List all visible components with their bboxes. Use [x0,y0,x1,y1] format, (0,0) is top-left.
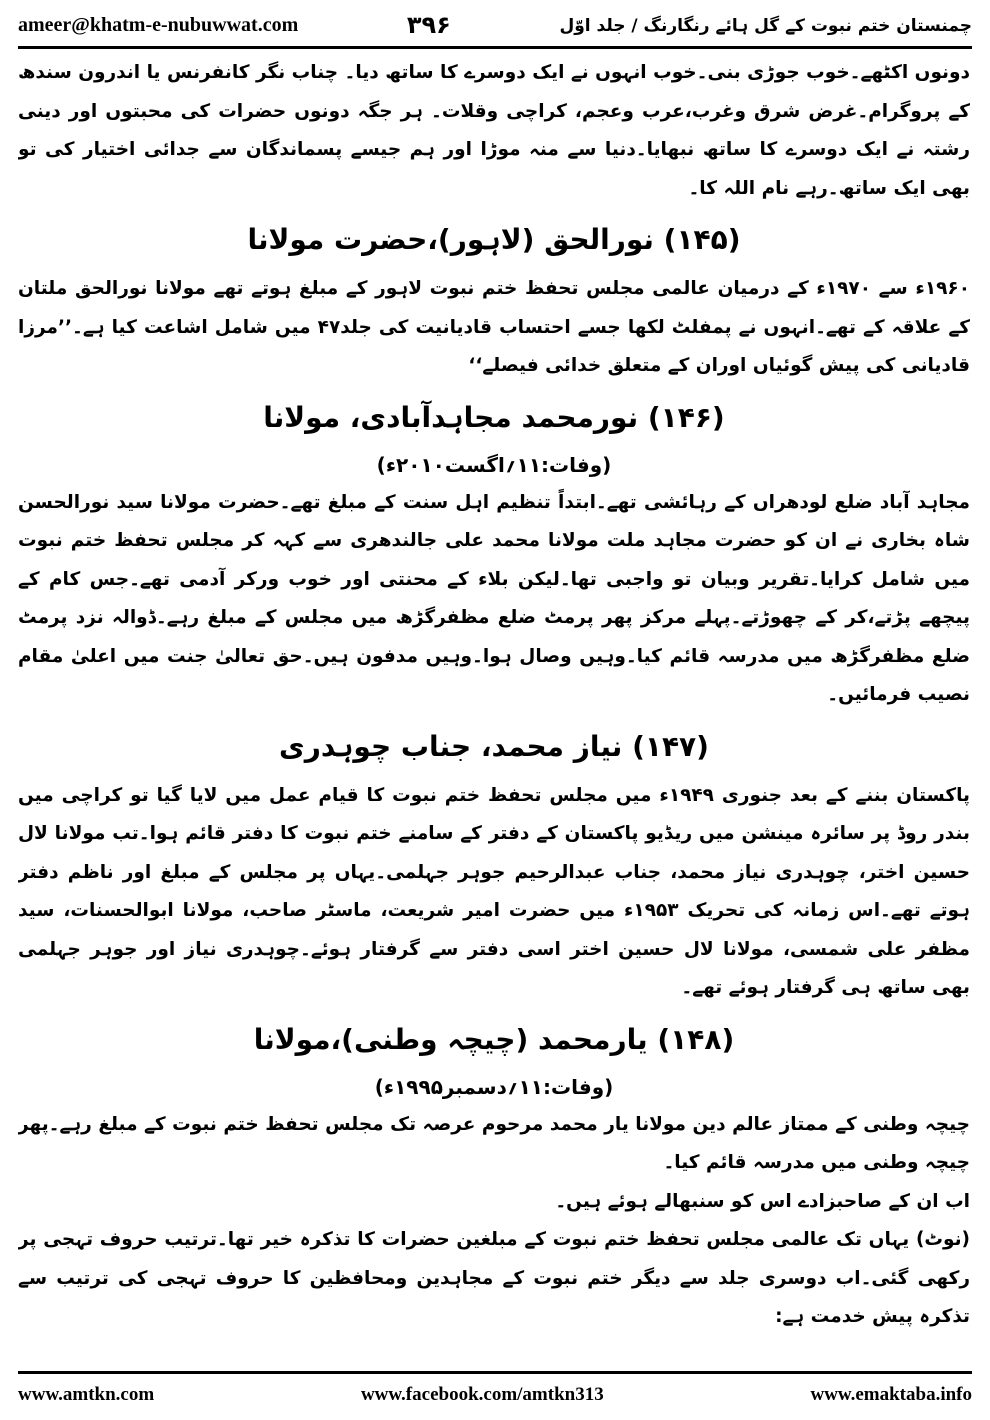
section-paragraph: چیچہ وطنی کے ممتاز عالم دین مولانا یار محمد مرحوم عرصہ تک مجلس تحفظ ختم نبوت کے مبلغ رہے۔پھر چیچہ وطنی میں مدرسہ قائم کیا۔ [18,1113,970,1173]
section-paragraph: اب ان کے صاحبزادے اس کو سنبھالے ہوئے ہیں۔ [555,1190,970,1212]
footer-facebook-link[interactable]: www.facebook.com/amtkn313 [360,1384,604,1405]
section-146 [18,398,970,715]
section-145 [18,220,970,386]
intro-paragraph: دونوں اکٹھے۔خوب جوڑی بنی۔خوب انہوں نے ایک دوسرے کا ساتھ دیا۔ چناب نگر کانفرنس یا اندرون سندھ کے پروگرام۔غرض شرق وغرب،عرب وعجم، کراچی وقلات۔ ہر جگہ دونوں حضرات کی محبتوں اور دینی رشتہ نے ایک دوسرے کا ساتھ نبھایا۔دنیا سے منہ موڑا اور ہم جیسے پسماندگان سے جدائی اختیار کی تو بھی ایک ساتھ۔رہے نام اللہ کا۔ [18,62,970,199]
page-footer [18,1378,972,1412]
page-content [18,54,970,1358]
header-email[interactable]: ameer@khatm-e-nubuwwat.com [18,13,299,36]
section-heading: (۱۴۸) یارمحمد (چیچہ وطنی)،مولانا [253,1022,735,1056]
note-paragraph: (نوٹ) یہاں تک عالمی مجلس تحفظ ختم نبوت کے مبلغین حضرات کا تذکرہ خیر تھا۔ترتیب حروف تہجی پر رکھی گئی۔اب دوسری جلد سے دیگر ختم نبوت کے مجاہدین ومحافظین کا حروف تہجی کی ترتیب سے تذکرہ پیش خدمت ہے: [18,1229,970,1327]
death-date: (وفات:۱۱؍اگست۲۰۱۰ء) [376,452,612,477]
section-148 [18,1020,970,1337]
book-title: چمنستان ختم نبوت کے گل ہائے رنگارنگ / جلد اوّل [559,15,972,36]
footer-maktaba-link[interactable]: www.emaktaba.info [810,1384,972,1405]
section-paragraph: مجاہد آباد ضلع لودھراں کے رہائشی تھے۔ابتداً تنظیم اہل سنت کے مبلغ تھے۔حضرت مولانا سید نورالحسن شاہ بخاری نے ان کو حضرت مجاہد ملت مولانا محمد علی جالندھری سے کہہ کر مجلس تحفظ ختم نبوت میں شامل کرایا۔تقریر وبیان تو واجبی تھا۔لیکن بلاء کے محنتی اور خوب ورکر آدمی تھے۔جس کام کے پیچھے پڑتے،کر کے چھوڑتے۔پہلے مرکز پھر پرمٹ ضلع مظفرگڑھ میں مجلس کے مبلغ رہے۔ڈوالہ نزد پرمٹ ضلع مظفرگڑھ میں مدرسہ قائم کیا۔وہیں وصال ہوا۔وہیں مدفون ہیں۔حق تعالیٰ جنت میں اعلیٰ مقام نصیب فرمائیں۔ [18,491,970,705]
section-heading: (۱۴۶) نورمحمد مجاہدآبادی، مولانا [263,400,725,434]
section-paragraph: پاکستان بننے کے بعد جنوری ۱۹۴۹ء میں مجلس تحفظ ختم نبوت کا قیام عمل میں لایا گیا تو کراچی میں بندر روڈ پر سائرہ مینشن میں ریڈیو پاکستان کے دفتر کے سامنے ختم نبوت کا دفتر قائم ہوا۔تب مولانا لال حسین اختر، چوہدری نیاز محمد، جناب عبدالرحیم جوہر جہلمی۔یہاں پر مجلس کے مبلغ اور ناظم دفتر ہوتے تھے۔اس زمانہ کی تحریک ۱۹۵۳ء میں حضرت امیر شریعت، ماسٹر صاحب، مولانا ابوالحسنات، سید مظفر علی شمسی، مولانا لال حسین اختر اسی دفتر سے گرفتار ہوئے۔چوہدری نیاز اور جوہر جہلمی بھی ساتھ ہی گرفتار ہوئے تھے۔ [18,784,970,998]
section-heading: (۱۴۵) نورالحق (لاہور)،حضرت مولانا [247,223,741,256]
page-number: ۳۹۶ [406,11,451,39]
section-paragraph: ۱۹۶۰ء سے ۱۹۷۰ء کے درمیان عالمی مجلس تحفظ ختم نبوت لاہور کے مبلغ ہوتے تھے مولانا نورالحق ملتان کے علاقہ کے تھے۔انہوں نے پمفلٹ لکھا جسے احتساب قادیانیت کی جلد۴۷ میں شامل اشاعت کیا ہے۔’’مرزا قادیانی کی پیش گوئیاں اوران کے متعلق خدائی فیصلے‘‘ [18,278,970,376]
section-heading: (۱۴۷) نیاز محمد، جناب چوہدری [279,729,709,763]
death-date: (وفات:۱۱؍دسمبر۱۹۹۵ء) [374,1074,614,1099]
page-header [18,6,972,44]
footer-divider [18,1371,972,1374]
section-147 [18,727,970,1008]
footer-website-link[interactable]: www.amtkn.com [18,1384,155,1405]
header-divider [18,46,972,49]
